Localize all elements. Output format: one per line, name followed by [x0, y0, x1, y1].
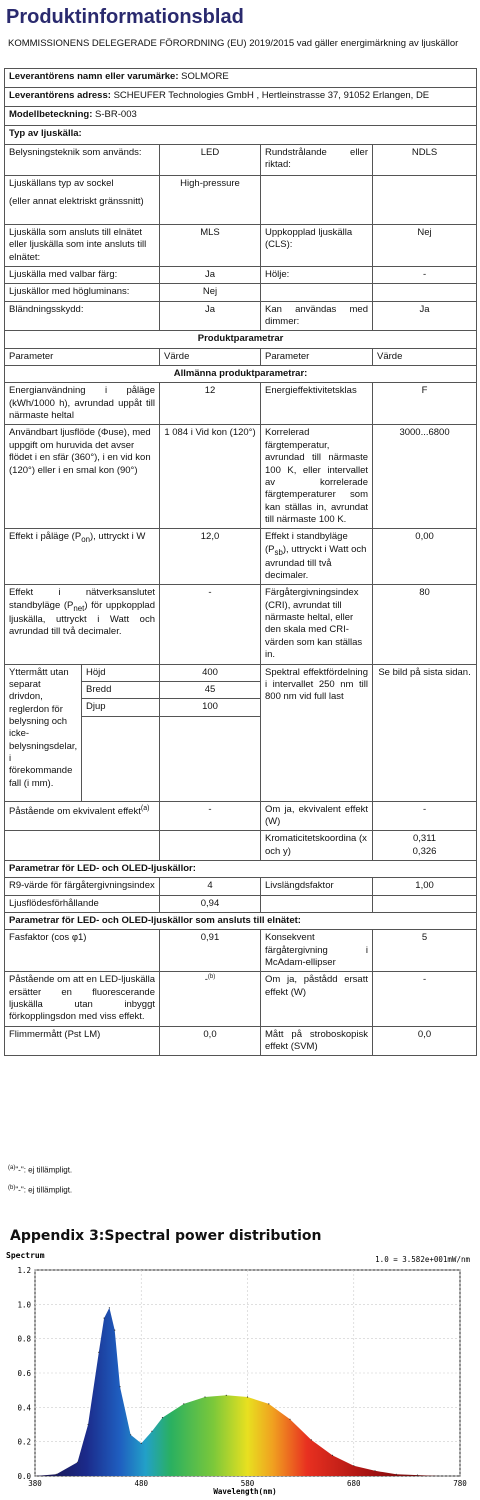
glare-value: Ja [160, 301, 261, 331]
lifetime-label: Livslängdsfaktor [261, 878, 373, 895]
socket-label-2: (eller annat elektriskt gränssnitt) [9, 196, 144, 208]
spectrum-point [311, 1439, 312, 1440]
socket-value: High-pressure [160, 176, 261, 225]
x-tick-label: 580 [240, 1479, 255, 1488]
replaced-power-value: - [373, 972, 477, 1026]
mains-header-row [5, 912, 477, 929]
replacement-row [5, 972, 477, 1026]
supplier-label: Leverantörens namn eller varumärke: [9, 71, 179, 82]
tech-row [5, 145, 477, 176]
energy-class-label: Energieffektivitetsklas [261, 383, 373, 425]
standby-value: 0,00 [373, 529, 477, 585]
x-tick-label: 380 [28, 1479, 42, 1488]
spectrum-point [119, 1386, 120, 1387]
dimensions-label: Yttermått utan separat drivdon, reglerdon för belysning och icke-belysningsdelar, i förekommande fall (i mm). [5, 664, 82, 801]
params-header: Produktparametrar [5, 331, 477, 348]
standby-label: Effekt i standbyläge $(P_{sb})$, uttryckt i Watt och avrundad till två decimaler. [261, 529, 373, 585]
general-header: Allmänna produktparametrar: [5, 366, 477, 383]
col-parameter: Parameter [5, 348, 160, 365]
mains-row [5, 225, 477, 267]
flicker-value: 0,0 [160, 1026, 261, 1056]
flux-label: Användbart ljusflöde (Φuse), med uppgift om huruvida det avser flödet i en sfär (360°), i en vid kon (120°) eller i en smal kon (90°) [5, 425, 160, 529]
y-tick-label: 1.2 [17, 1266, 31, 1275]
network-standby-label: Effekt i nätverksanslutet standbyläge $(P_{net})$ för uppkopplad ljuskälla, uttryckt i Watt och avrundad till två decimaler. [5, 585, 160, 664]
type-header: Typ av ljuskälla: [5, 126, 477, 145]
y-tick-label: 0.2 [17, 1437, 31, 1447]
y-tick-label: 0.6 [17, 1369, 31, 1378]
high-luminance-row [5, 284, 477, 301]
equivalent-power-value: - [373, 801, 477, 831]
mains-label: Ljuskälla som ansluts till elnätet eller ljuskälla som inte ansluts till elnätet: [5, 225, 160, 267]
spectrum-point [104, 1318, 105, 1319]
address-row [5, 88, 477, 107]
x-tick-label: 780 [453, 1479, 467, 1488]
color-label: Ljuskälla med valbar färg: [5, 267, 160, 284]
r9-value: 4 [160, 878, 261, 895]
network-standby-row [5, 585, 477, 664]
spectrum-point [88, 1424, 89, 1425]
cls-value: Nej [373, 225, 477, 267]
spectrum-point [141, 1443, 142, 1444]
spd-label: Spektral effektfördelning i intervallet 250 nm till 800 nm vid full last [261, 664, 373, 801]
width-label: Bredd [82, 681, 160, 698]
power-factor-value: 0,91 [160, 930, 261, 972]
col-parameter-2: Parameter [261, 348, 373, 365]
cct-label: Korrelerad färgtemperatur, avrundad till närmaste 100 K, eller intervallet av korrelerade färgtemperaturer som kan ställas in, avrundat till närmaste 100 K. [261, 425, 373, 529]
high-luminance-label: Ljuskällor med högluminans: [5, 284, 160, 301]
spectrum-point [98, 1352, 99, 1353]
energy-label: Energianvändning i påläge (kWh/1000 h), avrundad uppåt till närmaste heltal [5, 383, 160, 425]
cover-value: - [373, 267, 477, 284]
led-header-row [5, 860, 477, 877]
energy-row [5, 383, 477, 425]
spectrum-point [151, 1431, 152, 1432]
color-value: Ja [160, 267, 261, 284]
macadam-value: 5 [373, 930, 477, 972]
cri-value: 80 [373, 585, 477, 664]
spectrum-point [353, 1465, 354, 1466]
spectrum-point [459, 1475, 460, 1476]
cover-label: Hölje: [261, 267, 373, 284]
chromaticity-row [5, 831, 477, 861]
model-row [5, 107, 477, 126]
height-row [5, 664, 477, 681]
chromaticity-x: 0,311 [412, 833, 437, 845]
mains-header: Parametrar för LED- och OLED-ljuskällor som ansluts till elnätet: [5, 912, 477, 929]
supplier-row [5, 69, 477, 88]
svm-label: Mått på stroboskopisk effekt (SVM) [261, 1026, 373, 1056]
socket-label: Ljuskällans typ av sockel [9, 178, 114, 189]
col-value: Värde [160, 348, 261, 365]
power-on-value: 12,0 [160, 529, 261, 585]
spectrum-point [332, 1455, 333, 1456]
spd-value: Se bild på sista sidan. [373, 664, 477, 801]
mains-value: MLS [160, 225, 261, 267]
spectrum-point [109, 1307, 110, 1308]
spectrum-point [162, 1417, 163, 1418]
spectrum-point [268, 1403, 269, 1404]
tech-label: Belysningsteknik som används: [5, 145, 160, 176]
spectrum-point [183, 1403, 184, 1404]
svm-value: 0,0 [373, 1026, 477, 1056]
spectrum-point [114, 1330, 115, 1331]
macadam-label: Konsekvent färgåtergivning i McAdam-ellipser [261, 930, 373, 972]
spectrum-chart [0, 1248, 480, 1500]
height-label: Höjd [82, 664, 160, 681]
power-on-row [5, 529, 477, 585]
depth-value: 100 [160, 699, 261, 716]
spectrum-point [56, 1474, 57, 1475]
replacement-value: -$^{(b)}$ [160, 972, 261, 1026]
dimmer-value: Ja [373, 301, 477, 331]
power-factor-label: Fasfaktor (cos φ1) [5, 930, 160, 972]
glare-label: Bländningsskydd: [5, 301, 160, 331]
address-label: Leverantörens adress: [9, 90, 111, 101]
equivalent-claim-label: Påstående om ekvivalent effekt$^{(a)}$ [5, 801, 160, 831]
column-header-row [5, 348, 477, 365]
y-tick-label: 0.0 [17, 1472, 31, 1481]
y-tick-label: 0.4 [17, 1403, 31, 1413]
x-axis-label: Wavelength(nm) [213, 1487, 277, 1496]
energy-value: 12 [160, 383, 261, 425]
lumen-value: 0,94 [160, 895, 261, 912]
spectrum-point [438, 1475, 439, 1476]
power-on-label: Effekt i påläge $(P_{on})$, uttryckt i W [5, 529, 160, 585]
y-tick-label: 0.8 [17, 1334, 31, 1344]
equivalent-claim-row [5, 801, 477, 831]
equivalent-power-label: Om ja, ekvivalent effekt (W) [261, 801, 373, 831]
direction-label: Rundstrålande eller riktad: [261, 145, 373, 176]
params-header-row [5, 331, 477, 348]
cct-value: 3000...6800 [373, 425, 477, 529]
spectrum-point [289, 1419, 290, 1420]
chromaticity-value [373, 831, 477, 861]
spectrum-label: Spectrum [6, 1251, 45, 1260]
lifetime-value: 1,00 [373, 878, 477, 895]
led-header: Parametrar för LED- och OLED-ljuskällor: [5, 860, 477, 877]
width-value: 45 [160, 681, 261, 698]
flux-row [5, 425, 477, 529]
spectrum-scale: 1.0 = 3.582e+001mW/nm [375, 1255, 470, 1264]
model-label: Modellbeteckning: [9, 109, 93, 120]
spectrum-point [77, 1462, 78, 1463]
supplier-value: SOLMORE [181, 71, 229, 82]
dimmer-label: Kan användas med dimmer: [261, 301, 373, 331]
lumen-label: Ljusflödesförhållande [5, 895, 160, 912]
x-tick-label: 680 [346, 1479, 361, 1488]
cri-label: Färgåtergivningsindex (CRI), avrundat till närmaste heltal, eller den skala med CRI-värden som kan ställas in. [261, 585, 373, 664]
model-value: S-BR-003 [95, 109, 137, 120]
spectrum-point [374, 1470, 375, 1471]
direction-value: NDLS [373, 145, 477, 176]
spectrum-point [247, 1396, 248, 1397]
power-factor-row [5, 930, 477, 972]
socket-row [5, 176, 477, 225]
footnote-a: $^{(a)}$"-": ej tillämpligt. [8, 1165, 73, 1175]
page-title: Produktinformationsblad [6, 6, 244, 28]
high-luminance-value: Nej [160, 284, 261, 301]
network-standby-value: - [160, 585, 261, 664]
glare-row [5, 301, 477, 331]
energy-class-value: F [373, 383, 477, 425]
regulation-text: KOMMISSIONENS DELEGERADE FÖRORDNING (EU) 2019/2015 vad gäller energimärkning av ljuskällor [8, 38, 459, 49]
equivalent-claim-value: - [160, 801, 261, 831]
spectrum-point [130, 1434, 131, 1435]
flicker-row [5, 1026, 477, 1056]
height-value: 400 [160, 664, 261, 681]
flicker-label: Flimmermått (Pst LM) [5, 1026, 160, 1056]
r9-label: R9-värde för färgåtergivningsindex [5, 878, 160, 895]
general-header-row [5, 366, 477, 383]
chromaticity-y: 0,326 [412, 845, 437, 857]
spectrum-point [34, 1475, 35, 1476]
address-value: SCHEUFER Technologies GmbH , Hertleinstrasse 37, 91052 Erlangen, DE [113, 90, 430, 101]
x-tick-label: 480 [134, 1479, 149, 1488]
replacement-label: Påstående om att en LED-ljuskälla ersätter en fluorescerande ljuskälla utan inbyggt förkopplingsdon med viss effekt. [5, 972, 160, 1026]
spectrum-point [204, 1396, 205, 1397]
type-header-row [5, 126, 477, 145]
y-tick-label: 1.0 [17, 1300, 31, 1310]
flux-value: 1 084 i Vid kon (120°) [160, 425, 261, 529]
product-table [4, 68, 477, 1056]
r9-row [5, 878, 477, 895]
cls-label: Uppkopplad ljuskälla (CLS): [261, 225, 373, 267]
col-value-2: Värde [373, 348, 477, 365]
chromaticity-label: Kromaticitetskoordina (x och y) [261, 831, 373, 861]
spectrum-point [396, 1474, 397, 1475]
lumen-row [5, 895, 477, 912]
replaced-power-label: Om ja, påstådd ersatt effekt (W) [261, 972, 373, 1026]
depth-label: Djup [82, 699, 160, 716]
spectrum-point [417, 1475, 418, 1476]
tech-value: LED [160, 145, 261, 176]
appendix-heading: Appendix 3:Spectral power distribution [10, 1228, 322, 1244]
footnote-b: $^{(b)}$"-": ej tillämpligt. [8, 1185, 73, 1195]
spectrum-point [226, 1395, 227, 1396]
color-row [5, 267, 477, 284]
